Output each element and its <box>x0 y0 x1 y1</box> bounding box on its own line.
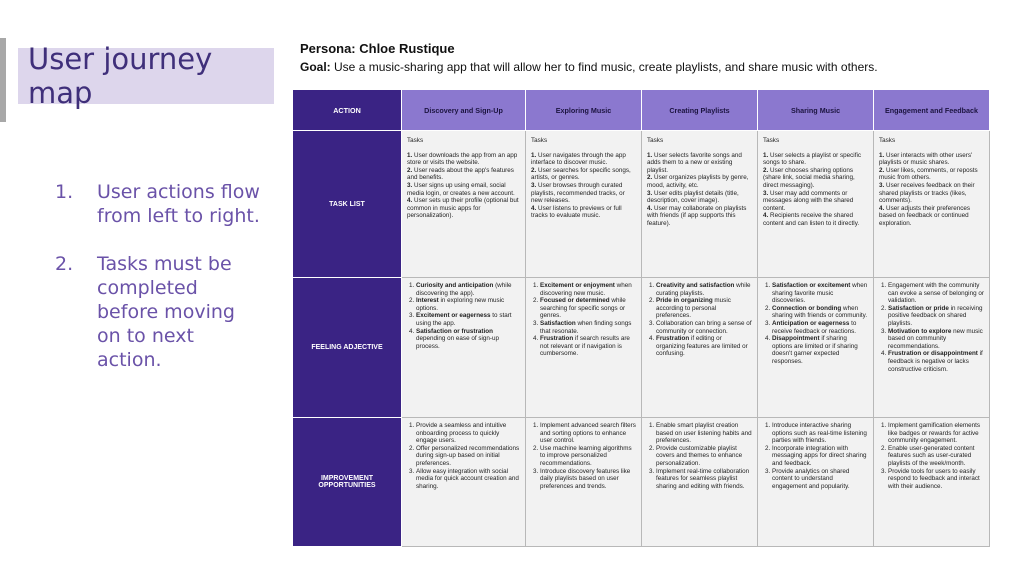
task-number: 2. <box>407 166 415 174</box>
task-text: User browses through curated playlists, recommended tracks, or new releases. <box>531 181 625 205</box>
feeling-text: if editing or organizing features are limited or confusing. <box>656 335 748 358</box>
journey-table <box>292 89 990 547</box>
improvement-cell <box>758 418 874 547</box>
feeling-bold: Satisfaction or excitement <box>772 282 851 289</box>
task-number: 4. <box>647 204 655 212</box>
note-text: User actions flow from left to right. <box>97 181 260 227</box>
improvement-item: 1. Provide a seamless and intuitive onboarding process to quickly engage users. <box>416 422 520 445</box>
note-item <box>55 252 260 372</box>
task-number: 3. <box>407 181 415 189</box>
feeling-bold: Frustration <box>540 335 574 343</box>
stage-header: Discovery and Sign-Up <box>402 90 526 131</box>
task-text: User likes, comments, or reposts music from others. <box>879 166 978 182</box>
stage-header: Creating Playlists <box>642 90 758 131</box>
task-text: User may add comments or messages along with the shared content. <box>763 189 854 212</box>
slide-title: User journey map <box>28 42 213 110</box>
task-text: User adjusts their preferences based on feedback or continued exploration. <box>879 204 971 227</box>
task-item <box>647 152 752 175</box>
note-item <box>55 180 260 228</box>
tasks-label: Tasks <box>879 137 896 144</box>
task-number: 2. <box>531 166 539 174</box>
task-item <box>531 205 636 220</box>
feeling-cell <box>526 278 642 418</box>
feeling-item <box>656 297 752 320</box>
feeling-item <box>416 297 520 312</box>
task-number: 4. <box>763 212 771 220</box>
row-header-feeling: FEELING ADJECTIVE <box>293 278 402 418</box>
improvement-item: 2. Use machine learning algorithms to improve personalized recommendations. <box>540 445 636 468</box>
task-text: User searches for specific songs, artists, or genres. <box>531 166 631 182</box>
feeling-bold: Satisfaction or pride <box>888 304 949 312</box>
task-text: User chooses sharing options (share link, social media sharing, direct messaging). <box>763 166 855 189</box>
stage-header: Sharing Music <box>758 90 874 131</box>
improvement-list <box>407 422 520 490</box>
task-number: 1. <box>407 151 415 159</box>
improvement-item: 3. Introduce discovery features like daily playlists based on user preferences and trends. <box>540 468 636 491</box>
task-text: User organizes playlists by genre, mood, activity, etc. <box>647 174 749 189</box>
feeling-text: when sharing favorite music discoveries. <box>772 282 868 305</box>
task-item <box>647 174 752 189</box>
task-number: 4. <box>879 204 887 212</box>
improvement-item: 3. Provide analytics on shared content to understand engagement and popularity. <box>772 468 868 491</box>
task-item <box>407 152 520 167</box>
task-number: 3. <box>531 181 539 189</box>
header-row <box>293 90 990 131</box>
task-text: User downloads the app from an app store or visits the website. <box>407 151 518 167</box>
task-item <box>647 205 752 228</box>
feeling-text: when finding songs that resonate. <box>540 319 632 335</box>
feeling-cell <box>874 278 990 418</box>
improvement-item: 3. Provide tools for users to easily respond to feedback and interact with their audience. <box>888 468 984 491</box>
feeling-bold: Focused or determined <box>540 297 610 305</box>
task-item <box>879 152 984 167</box>
note-number: 2. <box>55 253 74 275</box>
feeling-bold: Excitement or enjoyment <box>540 282 615 289</box>
tasks-label: Tasks <box>647 137 664 144</box>
task-item <box>647 190 752 205</box>
notes-list <box>55 180 260 396</box>
feeling-item <box>888 305 984 328</box>
task-text: User navigates through the app interface to discover music. <box>531 151 626 167</box>
improvement-list <box>531 422 636 490</box>
improvement-list <box>879 422 984 490</box>
goal-line <box>300 60 878 74</box>
task-item <box>763 167 868 190</box>
feeling-item <box>656 335 752 358</box>
tasks-label: Tasks <box>531 137 548 144</box>
feeling-text: if feedback is negative or lacks constructive criticism. <box>888 350 983 373</box>
feeling-text: if search results are not relevant or if navigation is cumbersome. <box>540 335 630 358</box>
feeling-bold: Disappointment <box>772 335 820 343</box>
task-item <box>407 197 520 220</box>
task-number: 2. <box>763 166 771 174</box>
task-item <box>407 182 520 197</box>
task-cell <box>526 131 642 278</box>
task-cell <box>874 131 990 278</box>
task-number: 3. <box>647 189 655 197</box>
task-text: User edits playlist details (title, description, cover image). <box>647 189 739 205</box>
feeling-item <box>416 328 520 351</box>
feeling-text: while searching for specific songs or genres. <box>540 297 626 320</box>
feeling-item <box>888 328 984 351</box>
note-number: 1. <box>55 181 74 203</box>
feeling-item <box>772 320 868 335</box>
task-text: User receives feedback on their shared playlists or tracks (likes, comments). <box>879 181 975 205</box>
task-text: User interacts with other users' playlists or music shares. <box>879 151 973 167</box>
row-header-task-list: TASK LIST <box>293 131 402 278</box>
improvement-cell <box>526 418 642 547</box>
feeling-item <box>540 297 636 320</box>
task-number: 4. <box>531 204 539 212</box>
feeling-item <box>540 335 636 358</box>
goal-text: Use a music-sharing app that will allow her to find music, create playlists, and share music with others. <box>334 60 878 74</box>
improvement-row <box>293 418 990 547</box>
feeling-bold: Frustration or disappointment <box>888 350 978 358</box>
task-number: 2. <box>647 174 655 182</box>
feeling-bold: Frustration <box>656 335 690 343</box>
title-box <box>18 42 274 110</box>
feeling-text: to receive feedback or reactions. <box>772 319 857 335</box>
feeling-text: Engagement with the community can evoke a sense of belonging or validation. <box>888 282 984 305</box>
feeling-bold: Connection or bonding <box>772 304 842 312</box>
improvement-item: 2. Enable user-generated content features such as user-curated playlists of the week/month. <box>888 445 984 468</box>
task-cell <box>642 131 758 278</box>
feeling-cell <box>642 278 758 418</box>
feeling-bold: Anticipation or eagerness <box>772 319 850 327</box>
feeling-text: new music based on community recommendations. <box>888 327 983 350</box>
task-item <box>879 167 984 182</box>
task-list-row <box>293 131 990 278</box>
task-number: 1. <box>879 151 887 159</box>
task-text: User selects a playlist or specific songs to share. <box>763 151 862 167</box>
feeling-text: depending on ease of sign-up process. <box>416 335 499 350</box>
task-item <box>879 205 984 228</box>
improvement-item: 1. Introduce interactive sharing options such as real-time listening parties with friends. <box>772 422 868 445</box>
task-item <box>763 152 868 167</box>
improvement-item: 2. Provide customizable playlist covers and themes to enhance personalization. <box>656 445 752 468</box>
task-item <box>407 167 520 182</box>
feeling-item <box>540 282 636 297</box>
task-cell <box>758 131 874 278</box>
feeling-cell <box>758 278 874 418</box>
improvement-item: 3. Implement real-time collaboration features for seamless playlist sharing and editing with friends. <box>656 468 752 491</box>
tasks-label: Tasks <box>407 137 424 144</box>
improvement-item: 3. Allow easy integration with social media for quick account creation and sharing. <box>416 468 520 491</box>
action-header: ACTION <box>293 90 402 131</box>
task-number: 1. <box>647 151 655 159</box>
stage-header: Exploring Music <box>526 90 642 131</box>
feeling-text: while curating playlists. <box>656 282 751 297</box>
improvement-item: 1. Implement gamification elements like badges or rewards for active community engagement. <box>888 422 984 445</box>
improvement-list <box>763 422 868 490</box>
improvement-list <box>647 422 752 490</box>
feeling-cell <box>402 278 526 418</box>
task-number: 1. <box>531 151 539 159</box>
task-cell <box>402 131 526 278</box>
improvement-cell <box>402 418 526 547</box>
feeling-text: to start using the app. <box>416 312 512 327</box>
task-item <box>763 212 868 227</box>
feeling-item <box>416 312 520 327</box>
task-text: Recipients receive the shared content and can listen to it directly. <box>763 212 860 227</box>
feeling-item <box>772 335 868 365</box>
task-number: 4. <box>407 197 415 205</box>
feeling-list <box>879 282 984 373</box>
task-item <box>531 167 636 182</box>
improvement-item: 2. Offer personalized recommendations during sign-up based on initial preferences. <box>416 445 520 468</box>
feeling-list <box>531 282 636 358</box>
feeling-item <box>888 282 984 305</box>
feeling-bold: Creativity and satisfaction <box>656 282 735 289</box>
task-text: User signs up using email, social media login, or creates a new account. <box>407 181 515 197</box>
task-item <box>763 190 868 213</box>
task-item <box>531 182 636 205</box>
improvement-cell <box>642 418 758 547</box>
feeling-list <box>407 282 520 350</box>
feeling-list <box>647 282 752 358</box>
feeling-bold: Satisfaction or frustration <box>416 327 493 335</box>
stage-header: Engagement and Feedback <box>874 90 990 131</box>
feeling-bold: Interest <box>416 297 439 305</box>
note-text: Tasks must be completed before moving on to next action. <box>97 253 235 371</box>
accent-bar <box>0 38 6 122</box>
task-item <box>879 182 984 205</box>
feeling-item <box>888 350 984 373</box>
task-text: User listens to previews or full tracks to evaluate music. <box>531 204 622 220</box>
feeling-item <box>656 282 752 297</box>
tasks-label: Tasks <box>763 137 780 144</box>
feeling-text: music according to personal preferences. <box>656 297 731 320</box>
improvement-item: 1. Enable smart playlist creation based on user listening habits and preferences. <box>656 422 752 445</box>
feeling-list <box>763 282 868 366</box>
feeling-bold: Excitement or eagerness <box>416 312 491 320</box>
feeling-item <box>540 320 636 335</box>
task-number: 1. <box>763 151 771 159</box>
improvement-cell <box>874 418 990 547</box>
feeling-bold: Pride in organizing <box>656 297 713 305</box>
feeling-text: if sharing options are limited or if sharing doesn't garner expected responses. <box>772 335 858 365</box>
task-text: User reads about the app's features and benefits. <box>407 166 514 182</box>
feeling-item <box>656 320 752 335</box>
task-item <box>531 152 636 167</box>
task-number: 2. <box>879 166 887 174</box>
task-number: 3. <box>763 189 771 197</box>
task-text: User selects favorite songs and adds them to a new or existing playlist. <box>647 151 742 174</box>
persona-heading: Persona: Chloe Rustique <box>300 41 455 56</box>
improvement-item: 1. Implement advanced search filters and sorting options to enhance user control. <box>540 422 636 445</box>
feeling-bold: Satisfaction <box>540 319 576 327</box>
feeling-text: in exploring new music options. <box>416 297 505 312</box>
feeling-text: (while discovering the app). <box>416 282 512 297</box>
feeling-text: Collaboration can bring a sense of community or connection. <box>656 319 752 335</box>
feeling-text: in receiving positive feedback on shared playlists. <box>888 304 983 327</box>
feeling-bold: Curiosity and anticipation <box>416 282 494 289</box>
row-header-improvement: IMPROVEMENT OPPORTUNITIES <box>293 418 402 547</box>
task-text: User sets up their profile (optional but common in music apps for personalization). <box>407 197 519 220</box>
task-text: User may collaborate on playlists with friends (if app supports this feature). <box>647 204 747 227</box>
feeling-item <box>772 282 868 305</box>
feeling-row <box>293 278 990 418</box>
feeling-item <box>416 282 520 297</box>
improvement-item: 2. Incorporate integration with messaging apps for direct sharing and feedback. <box>772 445 868 468</box>
goal-label: Goal: <box>300 60 331 74</box>
feeling-text: when sharing with friends or community. <box>772 304 868 320</box>
feeling-item <box>772 305 868 320</box>
feeling-bold: Motivation to explore <box>888 327 952 335</box>
task-number: 3. <box>879 181 887 189</box>
feeling-text: when discovering new music. <box>540 282 632 297</box>
